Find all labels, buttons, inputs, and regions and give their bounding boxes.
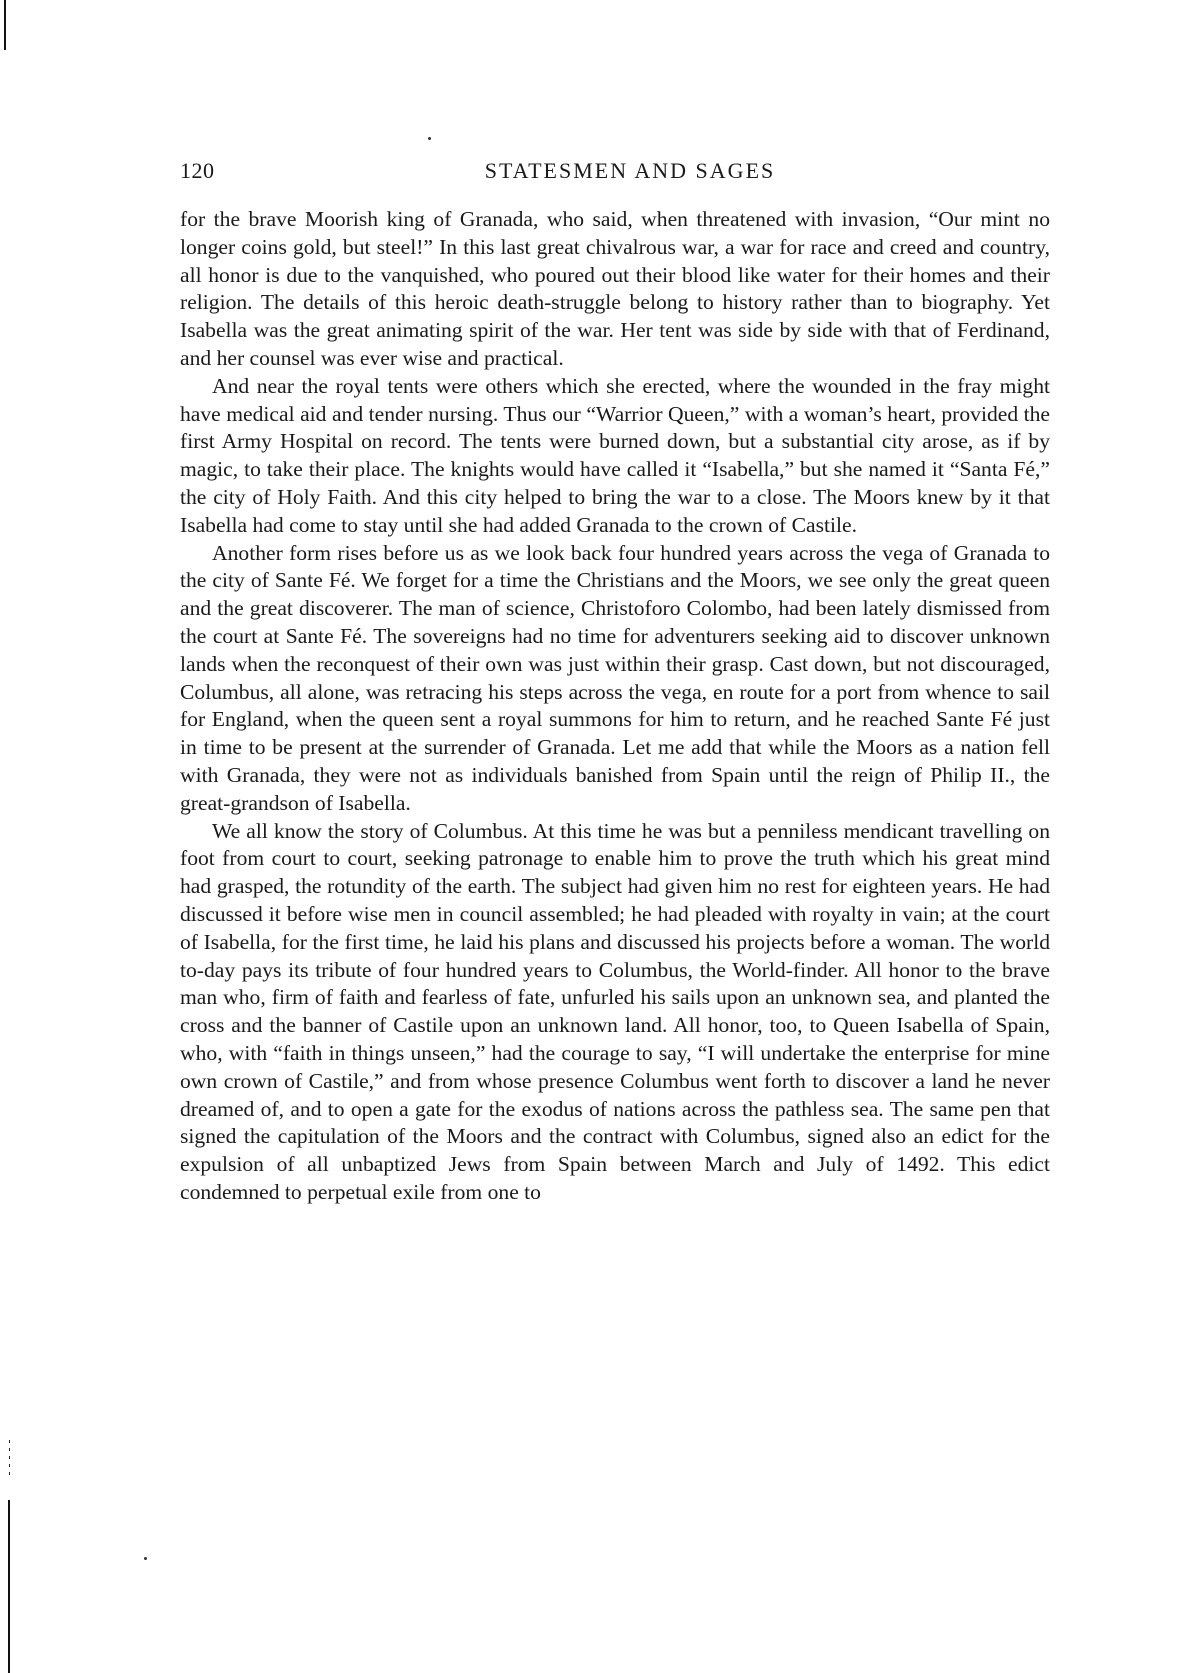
scan-edge-mark-bottom: [8, 1500, 10, 1673]
page-number: 120: [180, 158, 215, 183]
scan-edge-mark-top: [4, 0, 6, 50]
paragraph: for the brave Moorish king of Granada, who said, when threatened with invasion, “Our mint no longer coins gold, but steel!” In this last great chivalrous war, a war for race and creed and country, all honor is due to the vanquished, who poured out their blood like water for their homes and their religion. The details of this heroic death-struggle belong to history rather than to biography. Yet Isabella was the great animating spirit of the war. Her tent was side by side with that of Ferdinand, and her counsel was ever wise and practical.: [180, 207, 1050, 370]
running-head: STATESMEN AND SAGES: [484, 158, 776, 183]
paragraph: And near the royal tents were others which she erected, where the wounded in the fray might have medical aid and tender nursing. Thus our “Warrior Queen,” with a woman’s heart, provided the first Army Hospital on record. The tents were burned down, but a substantial city arose, as if by magic, to take their place. The knights would have called it “Isabella,” but she named it “Santa Fé,” the city of Holy Faith. And this city helped to bring the war to a close. The Moors knew by it that Isabella had come to stay until she had added Granada to the crown of Castile.: [180, 373, 1050, 537]
paragraph: We all know the story of Columbus. At this time he was but a penniless mendicant travelling on foot from court to court, seeking patronage to enable him to prove the truth which his great mind had grasped, the rotundity of the earth. The subject had given him no rest for eighteen years. He had discussed it before wise men in council assembled; he had pleaded with royalty in vain; at the court of Isabella, for the first time, he laid his plans and discussed his projects before a woman. The world to-day pays its tribute of four hundred years to Columbus, the World-finder. All honor to the brave man who, firm of faith and fearless of fate, unfurled his sails upon an unknown sea, and planted the cross and the banner of Castile upon an unknown land. All honor, too, to Queen Isabella of Spain, who, with “faith in things unseen,” had the courage to say, “I will undertake the enterprise for mine own crown of Castile,” and from whose presence Columbus went forth to discover a land he never dreamed of, and to open a gate for the exodus of nations across the pathless sea. The same pen that signed the capitulation of the Moors and the contract with Columbus, signed also an edict for the expulsion of all unbaptized Jews from Spain between March and July of 1492. This edict condemned to perpetual exile from one to: [180, 818, 1050, 1204]
ink-speck: [144, 1557, 147, 1560]
scan-edge-mark-dots: [9, 1440, 10, 1480]
body-text: [180, 206, 1050, 1207]
paragraph: Another form rises before us as we look back four hundred years across the vega of Granada to the city of Sante Fé. We forget for a time the Christians and the Moors, we see only the great queen and the great discoverer. The man of science, Christoforo Colombo, had been lately dismissed from the court at Sante Fé. The sovereigns had no time for adventurers seeking aid to discover unknown lands when the reconquest of their own was just within their grasp. Cast down, but not discouraged, Columbus, all alone, was retracing his steps across the vega, en route for a port from whence to sail for England, when the queen sent a royal summons for him to return, and he reached Sante Fé just in time to be present at the surrender of Granada. Let me add that while the Moors as a nation fell with Granada, they were not as individuals banished from Spain until the reign of Philip II., the great-grandson of Isabella.: [180, 540, 1050, 815]
ink-speck: [428, 137, 431, 140]
page-header: [180, 158, 1060, 188]
